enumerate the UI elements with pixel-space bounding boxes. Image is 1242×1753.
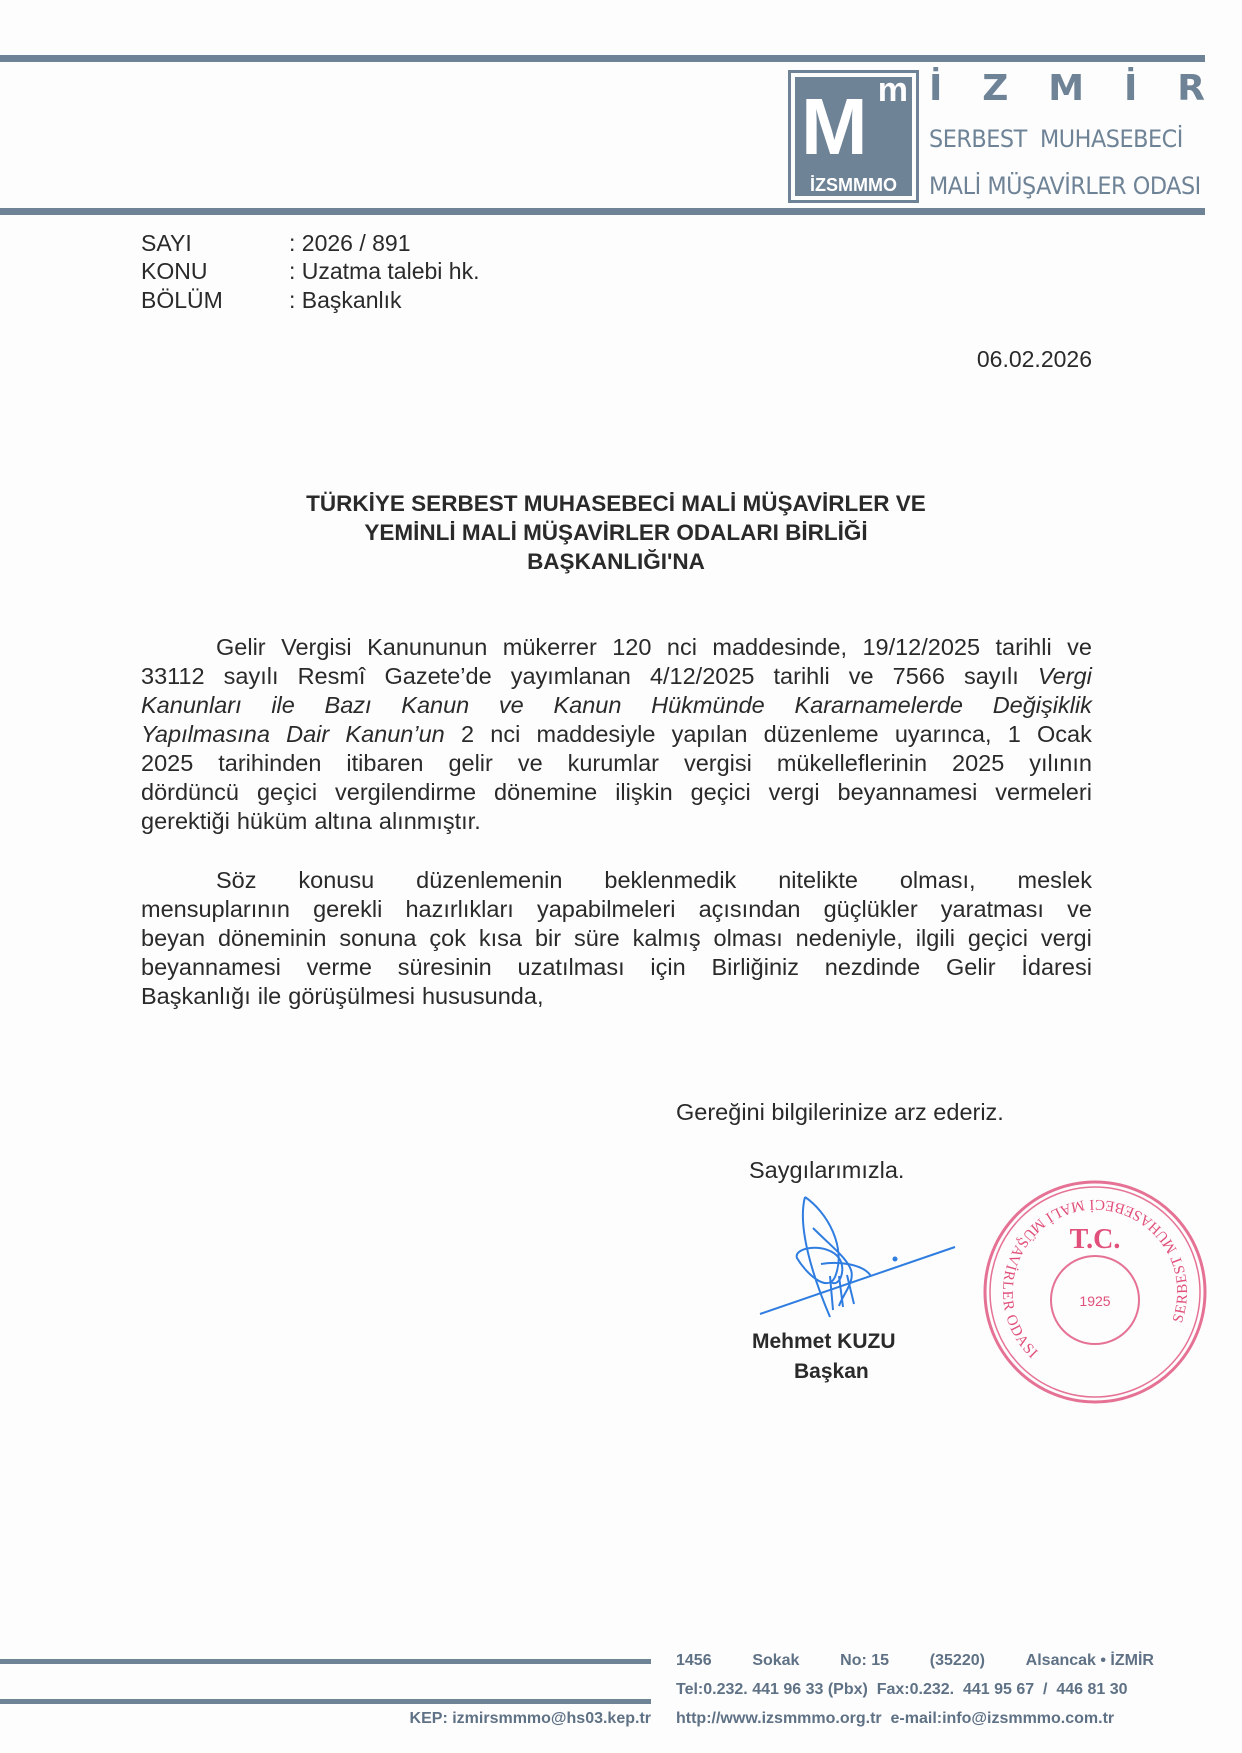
address-part: 1456	[676, 1652, 712, 1669]
header-top-rule	[0, 55, 1205, 62]
word: için	[650, 954, 686, 980]
word: kalmış	[632, 925, 701, 951]
word: maddesinde,	[712, 634, 847, 660]
word: altına	[314, 808, 372, 834]
word: ve	[848, 663, 874, 689]
stamp-ring-text: SERBEST MUHASEBECİ MALİ MÜŞAVİRLER ODASI	[998, 1195, 1192, 1363]
logo	[788, 70, 919, 203]
word: kısa	[478, 925, 523, 951]
word: meslek	[1017, 867, 1092, 893]
paragraph-line	[141, 866, 1092, 895]
word: mükelleflerinin	[776, 750, 928, 776]
title-line: TÜRKİYE SERBEST MUHASEBECİ MALİ MÜŞAVİRLER VE	[306, 491, 926, 516]
paragraph-line	[141, 807, 1092, 836]
word: Bazı	[324, 692, 372, 718]
word: Kanun	[553, 692, 622, 718]
word: hüküm	[236, 808, 308, 834]
org-city-letter: Z	[982, 68, 1009, 109]
word: ve	[498, 692, 524, 718]
signatory-title: Başkan	[794, 1360, 869, 1383]
word: beyannamesi	[141, 954, 281, 980]
word: yapılan	[671, 721, 748, 747]
address-part: No: 15	[840, 1652, 890, 1669]
word: sayılı	[963, 663, 1019, 689]
title-line: BAŞKANLIĞI'NA	[527, 549, 705, 574]
word: ve	[517, 750, 543, 776]
word: düzenleme	[763, 721, 879, 747]
word: yaratması	[940, 896, 1044, 922]
word: gerektiği	[141, 808, 230, 834]
word: kurumlar	[567, 750, 660, 776]
word: Birliğiniz	[711, 954, 799, 980]
word: 19/12/2025	[862, 634, 981, 660]
org-city-letter: M	[1048, 68, 1085, 109]
word: Gelir	[216, 634, 266, 660]
paragraph-line	[141, 953, 1092, 982]
footer-rule-top	[0, 1659, 651, 1664]
meta-value-konu: : Uzatma talebi hk.	[289, 258, 480, 284]
word: maddesiyle	[536, 721, 656, 747]
word: uyarınca,	[894, 721, 992, 747]
regards-line: Saygılarımızla.	[749, 1157, 905, 1183]
word: süresinin	[397, 954, 492, 980]
word: geçici	[690, 779, 751, 805]
handwritten-signature	[745, 1192, 965, 1322]
address-part: Sokak	[752, 1652, 800, 1669]
word: nci	[490, 721, 521, 747]
org-name-line2: SERBEST MUHASEBECİ	[929, 125, 1183, 153]
footer-phone: Tel:0.232. 441 96 33 (Pbx) Fax:0.232. 441 95 67 / 446 81 30	[676, 1681, 1128, 1698]
closing-line: Gereğini bilgilerinize arz ederiz.	[676, 1099, 1004, 1125]
logo-big-letter: M	[801, 82, 864, 171]
word: döneminin	[217, 925, 327, 951]
word: yayımlanan	[510, 663, 631, 689]
word: 1	[1007, 721, 1021, 747]
word: görüşülmesi	[288, 983, 415, 1009]
word: Değişiklik	[992, 692, 1092, 718]
word: Gazete’de	[384, 663, 492, 689]
word: açısından	[698, 896, 801, 922]
stamp-top-text: T.C.	[1069, 1224, 1121, 1255]
word: 2	[460, 721, 475, 747]
word: beyannamesi	[837, 779, 978, 805]
meta-key-sayi: SAYI	[141, 230, 192, 256]
word: geçici	[967, 925, 1028, 951]
word: nezdinde	[824, 954, 921, 980]
paragraph-line	[141, 749, 1092, 778]
word: itibaren	[346, 750, 424, 776]
word: sonuna	[339, 925, 417, 951]
word: hususunda,	[421, 983, 544, 1009]
word: Yapılmasına	[141, 721, 270, 747]
word: düzenlemenin	[416, 867, 563, 893]
word: Söz	[216, 867, 257, 893]
org-name-line3: MALİ MÜŞAVİRLER ODASI	[929, 172, 1201, 200]
logo-small-letter: m	[877, 71, 908, 109]
word: 33112	[141, 663, 205, 689]
word: ilgili	[915, 925, 955, 951]
word: vergi	[768, 779, 820, 805]
stamp-year: 1925	[1079, 1293, 1111, 1309]
meta-value-sayi: : 2026 / 891	[289, 230, 411, 256]
org-city-letter: İ	[1123, 68, 1138, 109]
word: 7566	[892, 663, 945, 689]
word: vergisi	[683, 750, 752, 776]
word: yapabilmeleri	[536, 896, 676, 922]
word: çok	[429, 925, 466, 951]
word: sayılı	[223, 663, 279, 689]
paragraph-line	[141, 720, 1092, 749]
meta-key-bolum: BÖLÜM	[141, 287, 223, 313]
word: vergilendirme	[335, 779, 477, 805]
addressee-title	[0, 489, 1232, 576]
body-paragraph-2	[141, 866, 1092, 1011]
word: konusu	[298, 867, 375, 893]
address-part: Alsancak • İZMİR	[1025, 1652, 1154, 1669]
word: Kararnamelerde	[794, 692, 963, 718]
word: olması	[713, 925, 783, 951]
paragraph-line	[141, 895, 1092, 924]
word: Kanunları	[141, 692, 242, 718]
word: mükerrer	[502, 634, 597, 660]
word: tarihli	[773, 663, 830, 689]
word: nci	[666, 634, 697, 660]
org-city	[929, 68, 1205, 109]
svg-text:SERBEST MUHASEBECİ MALİ MÜŞAVİ	[975, 1172, 1215, 1408]
word: Ocak	[1037, 721, 1092, 747]
meta-key-konu: KONU	[141, 258, 208, 284]
word: 2025	[952, 750, 1005, 776]
word: ve	[1067, 896, 1092, 922]
word: ’un	[413, 721, 445, 747]
word: Vergisi	[281, 634, 352, 660]
word: güçlükler	[823, 896, 918, 922]
paragraph-line	[141, 778, 1092, 807]
word: dördüncü	[141, 779, 239, 805]
word: gelir	[448, 750, 493, 776]
footer-web-email[interactable]: http://www.izsmmmo.org.tr e-mail:info@izsmmmo.com.tr	[676, 1710, 1115, 1727]
word: olması,	[899, 867, 976, 893]
word: tarihinden	[218, 750, 322, 776]
paragraph-line	[141, 982, 1092, 1011]
word: 2025	[141, 750, 194, 776]
word: Dair	[286, 721, 330, 747]
word: alınmıştır.	[378, 808, 481, 834]
word: nedeniyle,	[795, 925, 903, 951]
word: vergi	[1040, 925, 1092, 951]
word: mensuplarının	[141, 896, 290, 922]
word: ilişkin	[615, 779, 673, 805]
document-date: 06.02.2026	[976, 346, 1092, 372]
logo-name: İZSMMMO	[810, 175, 897, 195]
word: Başkanlığı	[141, 983, 251, 1009]
footer-address	[676, 1652, 1154, 1670]
title-line: YEMİNLİ MALİ MÜŞAVİRLER ODALARI BİRLİĞİ	[364, 520, 868, 545]
word: verme	[306, 954, 372, 980]
word: Kanununun	[367, 634, 488, 660]
word: ve	[1067, 634, 1092, 660]
word: beyan	[141, 925, 206, 951]
word: Kanun’un	[345, 721, 445, 747]
meta-value-bolum: : Başkanlık	[289, 287, 402, 313]
word: nitelikte	[778, 867, 858, 893]
org-city-letter: İ	[929, 68, 943, 109]
word: vermeleri	[995, 779, 1092, 805]
signatory-name: Mehmet KUZU	[752, 1330, 896, 1353]
org-city-letter: R	[1177, 68, 1205, 109]
word: 4/12/2025	[649, 663, 755, 689]
word: İdaresi	[1021, 954, 1092, 980]
address-part: (35220)	[929, 1652, 985, 1669]
word: dönemine	[494, 779, 598, 805]
word: süre	[574, 925, 620, 951]
word: Vergi	[1037, 663, 1092, 689]
word: Kanun	[401, 692, 470, 718]
word: yılının	[1029, 750, 1092, 776]
word: Resmî	[297, 663, 366, 689]
paragraph-line	[141, 633, 1092, 662]
paragraph-line	[141, 691, 1092, 720]
word: beklenmedik	[604, 867, 737, 893]
stamp-outer-ring	[985, 1182, 1205, 1402]
paragraph-line	[141, 662, 1092, 691]
footer-rule-bottom	[0, 1699, 651, 1704]
word: Gelir	[945, 954, 996, 980]
body-paragraph-1	[141, 633, 1092, 836]
word: hazırlıkları	[405, 896, 514, 922]
word: ile	[271, 692, 295, 718]
word: bir	[534, 925, 562, 951]
word: ile	[257, 983, 282, 1009]
word: gerekli	[313, 896, 383, 922]
official-stamp	[975, 1172, 1215, 1412]
word: 120	[612, 634, 652, 660]
word: uzatılması	[517, 954, 625, 980]
word: tarihli	[995, 634, 1052, 660]
footer-kep[interactable]: KEP: izmirsmmmo@hs03.kep.tr	[409, 1710, 651, 1727]
paragraph-line	[141, 924, 1092, 953]
word: geçici	[256, 779, 318, 805]
word: Hükmünde	[651, 692, 765, 718]
header-bottom-rule	[0, 208, 1205, 215]
